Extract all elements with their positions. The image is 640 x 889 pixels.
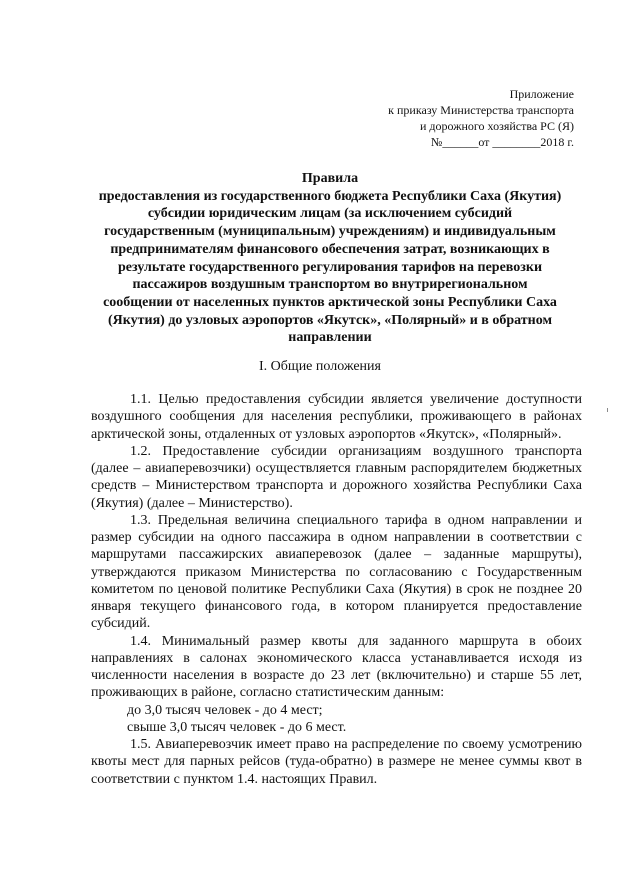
document-body bbox=[91, 391, 582, 788]
paragraph-1-3: 1.3. Предельная величина специального тарифа в одном направлении и размер субсидии на одного пассажира в одном направлении в соответствии с маршрутами пассажирских авиаперевозок (далее – заданные маршруты), утверждаются приказом Министерства по согласованию с Государственным комитетом по ценовой политике Республики Саха (Якутия) в срок не позднее 20 января текущего финансового года, в котором планируется предоставление субсидий. bbox=[91, 512, 582, 632]
title-line: результате государственного регулирования тарифов на перевозки bbox=[117, 259, 543, 275]
title-line: сообщении от населенных пунктов арктической зоны Республики Саха bbox=[103, 294, 557, 310]
paragraph-1-5: 1.5. Авиаперевозчик имеет право на распределение по своему усмотрению квоты мест для парных рейсов (туда-обратно) в размере не менее суммы квот в соответствии с пунктом 1.4. настоящих Правил. bbox=[91, 737, 582, 787]
paragraph-1-2: 1.2. Предоставление субсидии организациям воздушного транспорта (далее – авиаперевозчики) осуществляется главным распорядителем бюджетных средств – Министерством транспорта и дорожного хозяйства Республики Саха (Якутия) (далее – Министерство). bbox=[91, 443, 582, 511]
section-heading: I. Общие положения bbox=[259, 359, 381, 374]
list-item: до 3,0 тысяч человек - до 4 мест; bbox=[127, 702, 323, 718]
appendix-label: Приложение bbox=[509, 87, 574, 101]
paragraph-1-4: 1.4. Минимальный размер квоты для заданного маршрута в обоих направлениях в салонах экономического класса устанавливается исходя из численности населения в возрасте до 23 лет (включительно) и старше 55 лет, проживающих в районе, согласно статистическим данным: bbox=[91, 633, 582, 701]
list-item: свыше 3,0 тысяч человек - до 6 мест. bbox=[127, 719, 347, 735]
title-line: направлении bbox=[288, 330, 372, 346]
title-line: пассажиров воздушным транспортом во внутрирегиональном bbox=[132, 277, 528, 293]
title-line: субсидии юридическим лицам (за исключением субсидий bbox=[147, 206, 513, 222]
title-line: предоставления из государственного бюджета Республики Саха (Якутия) bbox=[98, 188, 562, 204]
scan-mark bbox=[607, 408, 608, 412]
title-line: государственным (муниципальным) учреждениям) и индивидуальным bbox=[104, 224, 556, 240]
title-line: (Якутия) до узловых аэропортов «Якутск», «Полярный» и в обратном bbox=[108, 312, 552, 328]
appendix-order-reference: к приказу Министерства транспорта bbox=[388, 103, 574, 117]
title-heading: Правила bbox=[301, 171, 359, 186]
appendix-number-date: №______от ________2018 г. bbox=[430, 135, 574, 149]
appendix-ministry: и дорожного хозяйства РС (Я) bbox=[419, 119, 574, 133]
title-line: предпринимателям финансового обеспечения затрат, возникающих в bbox=[110, 241, 550, 257]
paragraph-1-1: 1.1. Целью предоставления субсидии является увеличение доступности воздушного сообщения для населения республики, проживающего в районах арктической зоны, отдаленных от узловых аэропортов «Якутск», «Полярный». bbox=[91, 392, 582, 442]
appendix-block bbox=[388, 86, 574, 150]
document-title bbox=[80, 170, 580, 347]
